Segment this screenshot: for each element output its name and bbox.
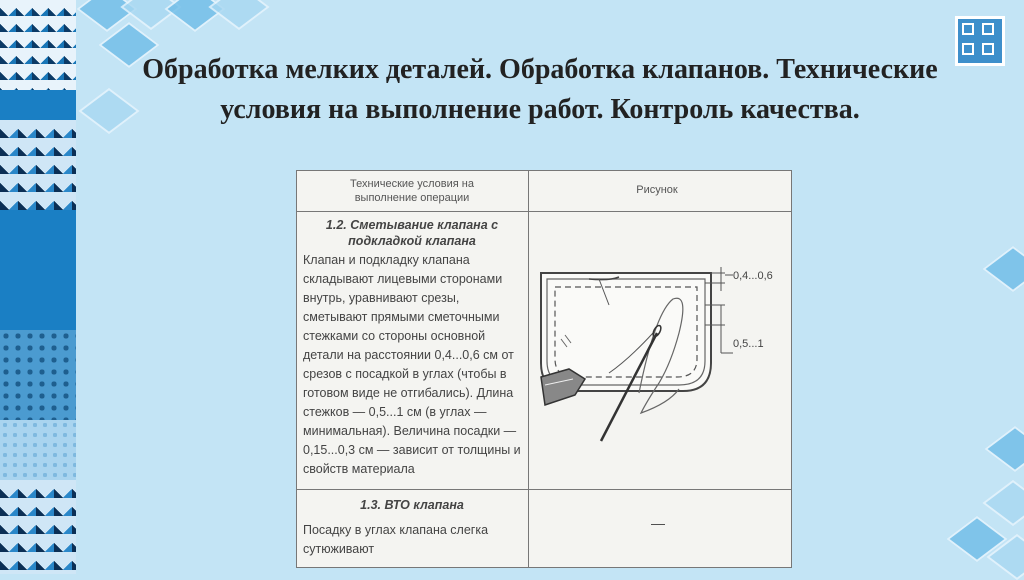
slide-title: Обработка мелких деталей. Обработка клапанов. Технические условия на выполнение работ. Контроль качества. bbox=[142, 54, 938, 125]
section-text-basting: Клапан и подкладку клапана складывают лицевыми сторонами внутрь, уравнивают срезы, сметывают прямыми сметочными стежками со стороны основной детали на расстоянии 0,4...0,6 см от срезов с посадкой в углах (чтобы в готовом виде не отгибались). Длина стежков — 0,5...1 см (в углах — минимальная). Величина посадки — 0,15...0,3 см — зависит от толщины и свойств материала bbox=[303, 253, 521, 476]
section-heading-basting: 1.2. Сметывание клапана с подкладкой клапана bbox=[325, 218, 499, 248]
decorative-strip bbox=[0, 0, 76, 574]
section-text-ironing: Посадку в углах клапана слегка сутюживают bbox=[303, 523, 489, 556]
dimension-label-stitch-length: 0,5...1 bbox=[733, 338, 764, 350]
section-heading-ironing: 1.3. ВТО клапана bbox=[360, 498, 464, 512]
dimension-label-seam-allowance: 0,4...0,6 bbox=[733, 270, 773, 282]
col-header-figure: Рисунок bbox=[636, 184, 678, 196]
technical-conditions-table bbox=[296, 170, 792, 568]
flap-drawing bbox=[529, 213, 791, 489]
col-header-conditions: Технические условия на выполнение операции bbox=[350, 178, 474, 204]
empty-figure-dash: — bbox=[651, 515, 665, 531]
